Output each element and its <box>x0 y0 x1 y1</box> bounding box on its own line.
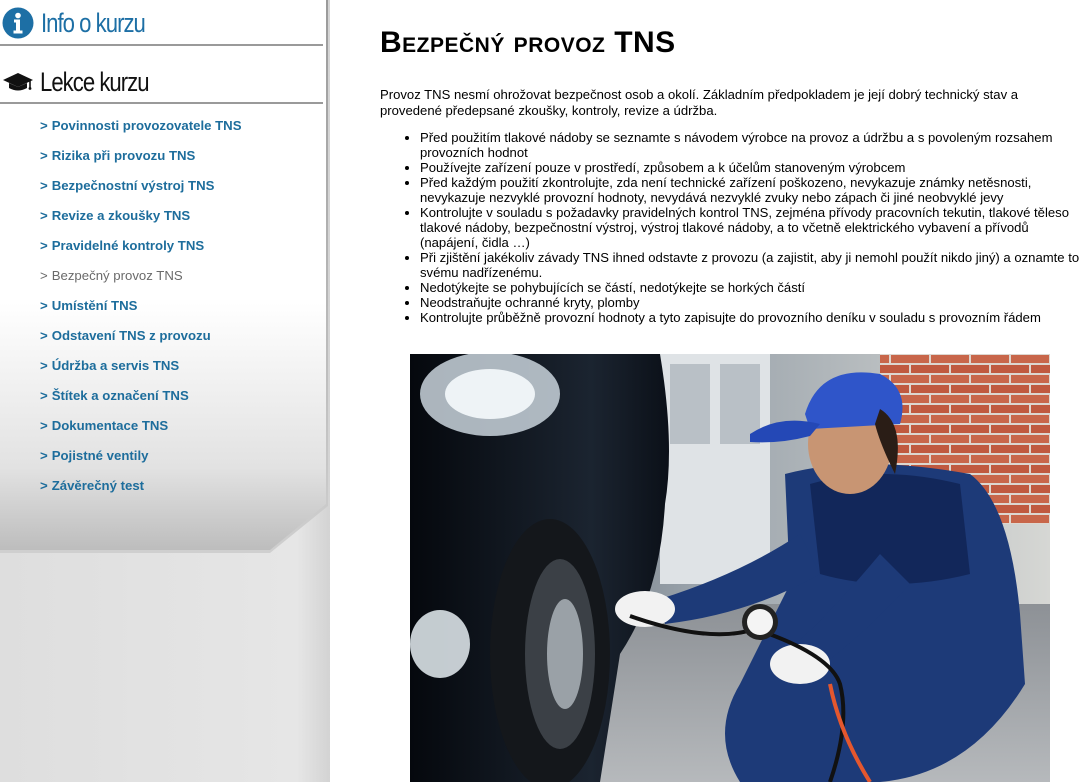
chevron-right-icon: > <box>40 388 48 403</box>
safety-rule-item: • Kontrolujte v souladu s požadavky pravidelných kontrol TNS, zejména přívody pracovních tekutin, tlakové těleso tlakové nádoby, bezpečnostní výstroj, výstroj tlakové nádoby, a to včetně elektrického vybavení a přívodů (napájení, čidla …) <box>420 205 1080 250</box>
intro-paragraph: Provoz TNS nesmí ohrožovat bezpečnost osob a okolí. Základním předpokladem je její dobrý technický stav a provedené předepsané zkoušky, kontroly, revize a údržba. <box>380 87 1019 118</box>
chevron-right-icon: > <box>40 208 48 223</box>
divider <box>0 44 323 46</box>
chevron-right-icon: > <box>40 148 48 163</box>
sidebar-item-lesson[interactable] <box>40 386 242 416</box>
graduation-cap-icon <box>3 71 33 93</box>
chevron-right-icon: > <box>40 268 48 283</box>
sidebar-item-lesson[interactable] <box>40 146 242 176</box>
safety-rule-item: • Při zjištění jakékoliv závady TNS ihned odstavte z provozu (a zajistit, aby ji nemohl použít nikdo jiný) a oznamte to svému nadřízenému. <box>420 250 1080 280</box>
safety-rule-item: • Před každým použití zkontrolujte, zda není technické zařízení poškozeno, nevykazuje známky netěsnosti, nevykazuje nezvyklé provozní hodnoty, nevydává nezvyklé zvuky nebo zápach či jiné neobvyklé jevy <box>420 175 1080 205</box>
sidebar-item-lesson[interactable] <box>40 266 242 296</box>
safety-rule-item: • Před použitím tlakové nádoby se seznamte s návodem výrobce na provoz a údržbu a s povoleným rozsahem provozních hodnot <box>420 130 1080 160</box>
sidebar-item-label: Závěrečný test <box>51 478 145 493</box>
divider <box>0 102 323 104</box>
sidebar-item-label: Povinnosti provozovatele TNS <box>51 118 242 133</box>
sidebar-item-label: Umístění TNS <box>51 298 138 313</box>
sidebar <box>0 0 330 782</box>
chevron-right-icon: > <box>40 478 48 493</box>
sidebar-item-lesson[interactable] <box>40 356 242 386</box>
info-title: Info o kurzu <box>41 7 145 38</box>
sidebar-item-label: Odstavení TNS z provozu <box>51 328 211 343</box>
chevron-right-icon: > <box>40 298 48 313</box>
page-title: Bezpečný provoz TNS <box>380 26 676 59</box>
sidebar-item-lesson[interactable] <box>40 176 242 206</box>
sidebar-item-lesson[interactable] <box>40 476 242 506</box>
sidebar-item-label: Údržba a servis TNS <box>51 358 180 373</box>
lessons-title: Lekce kurzu <box>40 66 149 97</box>
sidebar-item-lesson[interactable] <box>40 206 242 236</box>
sidebar-item-lesson[interactable] <box>40 446 242 476</box>
safety-rule-item: • Kontrolujte průběžně provozní hodnoty a tyto zapisujte do provozního deníku v souladu s provozním řádem <box>420 310 1080 325</box>
lessons-header <box>0 64 172 100</box>
sidebar-item-label: Bezpečnostní výstroj TNS <box>51 178 215 193</box>
lesson-list <box>40 116 242 506</box>
sidebar-item-lesson[interactable] <box>40 116 242 146</box>
sidebar-item-label: Pojistné ventily <box>51 448 149 463</box>
safety-rule-item: • Nedotýkejte se pohybujících se částí, nedotýkejte se horkých částí <box>420 280 1080 295</box>
chevron-right-icon: > <box>40 448 48 463</box>
sidebar-item-label: Bezpečný provoz TNS <box>51 268 183 283</box>
chevron-right-icon: > <box>40 358 48 373</box>
chevron-right-icon: > <box>40 328 48 343</box>
chevron-right-icon: > <box>40 418 48 433</box>
sidebar-item-label: Štítek a označení TNS <box>51 388 189 403</box>
sidebar-item-lesson[interactable] <box>40 236 242 266</box>
safety-rule-item: • Neodstraňujte ochranné kryty, plomby <box>420 295 1080 310</box>
sidebar-item-label: Revize a zkoušky TNS <box>51 208 191 223</box>
chevron-right-icon: > <box>40 178 48 193</box>
sidebar-item-lesson[interactable] <box>40 326 242 356</box>
chevron-right-icon: > <box>40 118 48 133</box>
chevron-right-icon: > <box>40 238 48 253</box>
info-circle-icon <box>2 7 34 39</box>
sidebar-item-label: Dokumentace TNS <box>51 418 169 433</box>
mechanic-checking-tire-pressure-photo <box>410 354 1050 782</box>
sidebar-item-label: Pravidelné kontroly TNS <box>51 238 205 253</box>
safety-rule-item: • Používejte zařízení pouze v prostředí, způsobem a k účelům stanoveným výrobcem <box>420 160 1080 175</box>
safety-rules-list <box>380 130 1080 325</box>
sidebar-item-label: Rizika při provozu TNS <box>51 148 196 163</box>
sidebar-item-lesson[interactable] <box>40 296 242 326</box>
sidebar-item-lesson[interactable] <box>40 416 242 446</box>
info-header[interactable] <box>0 5 168 41</box>
